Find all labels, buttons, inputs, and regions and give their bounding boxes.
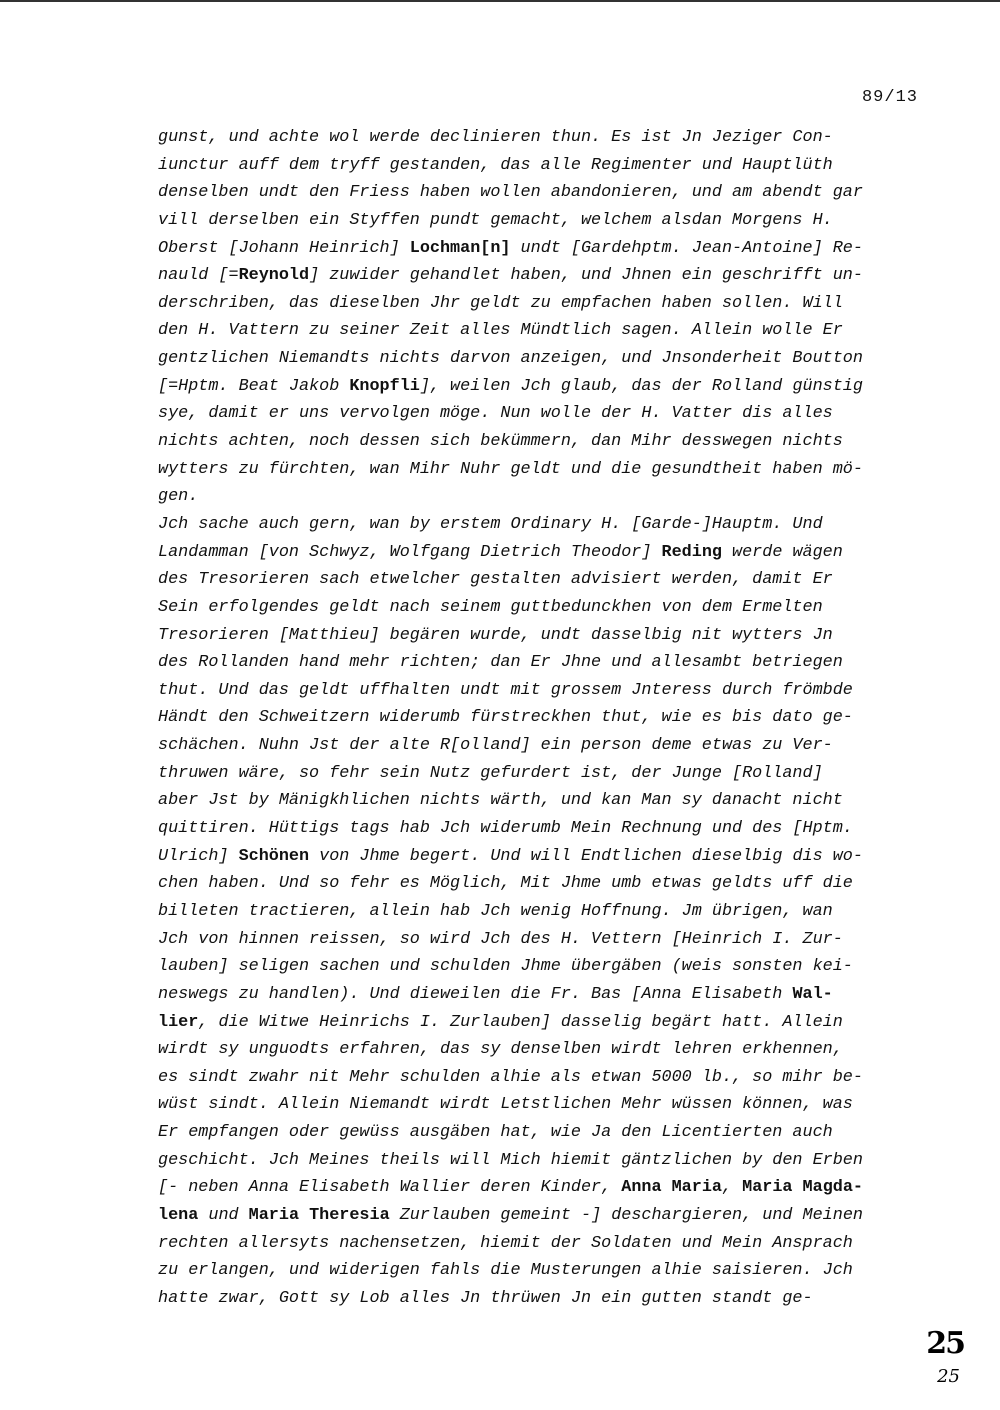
- text-segment: iunctur auff dem tryff gestanden, das alle Regimenter und Hauptlüth: [158, 155, 833, 175]
- text-segment: ] zuwider gehandlet haben, und Jhnen ein geschrifft un-: [309, 266, 863, 286]
- bold-name: Reding: [661, 542, 722, 562]
- text-segment: [- neben Anna Elisabeth Wallier deren Kinder,: [158, 1178, 622, 1198]
- text-line: [158, 870, 938, 898]
- text-line: [158, 1009, 938, 1037]
- text-line: [158, 1202, 938, 1230]
- handwritten-number: 25: [937, 1366, 960, 1387]
- bold-name: Wal-: [792, 984, 833, 1004]
- text-line: [158, 1230, 938, 1258]
- text-segment: hatte zwar, Gott sy Lob alles Jn thrüwen Jn ein gutten standt ge-: [158, 1288, 813, 1308]
- text-segment: Landamman [von Schwyz, Wolfgang Dietrich Theodor]: [158, 542, 662, 562]
- text-line: [158, 898, 938, 926]
- text-segment: Händt den Schweitzern widerumb fürstreckhen thut, wie es bis dato ge-: [158, 708, 853, 728]
- text-line: [158, 290, 938, 318]
- text-segment: des Tresorieren sach etwelcher gestalten advisiert werden, damit Er: [158, 570, 833, 590]
- text-line: [158, 953, 938, 981]
- text-line: [158, 483, 938, 511]
- text-segment: aber Jst by Mänigkhlichen nichts wärth, und kan Man sy danacht nicht: [158, 791, 843, 811]
- text-segment: Jch sache auch gern, wan by erstem Ordinary H. [Garde-]Hauptm. Und: [158, 514, 823, 534]
- text-segment: zu erlangen, und widerigen fahls die Musterungen alhie saisieren. Jch: [158, 1261, 853, 1281]
- text-segment: schächen. Nuhn Jst der alte R[olland] ein person deme etwas zu Ver-: [158, 736, 833, 756]
- text-segment: und: [198, 1205, 249, 1225]
- stamp-number: 25: [926, 1326, 964, 1361]
- bold-name: Maria Theresia: [248, 1205, 390, 1225]
- text-segment: Er empfangen oder gewüss ausgäben hat, wie Ja den Licentierten auch: [158, 1123, 833, 1143]
- text-line: [158, 704, 938, 732]
- bold-name: Anna Maria: [621, 1178, 722, 1198]
- text-segment: wirdt sy unguodts erfahren, das sy denselben wirdt lehren erkhennen,: [158, 1040, 843, 1060]
- text-line: [158, 345, 938, 373]
- text-segment: Oberst [Johann Heinrich]: [158, 238, 410, 258]
- text-segment: undt [Gardehptm. Jean-Antoine] Re-: [510, 238, 863, 258]
- text-line: [158, 843, 938, 871]
- text-segment: wytters zu fürchten, wan Mihr Nuhr geldt und die gesundtheit haben mö-: [158, 459, 863, 479]
- text-segment: den H. Vattern zu seiner Zeit alles Mündtlich sagen. Allein wolle Er: [158, 321, 843, 341]
- text-line: [158, 1147, 938, 1175]
- text-segment: lauben] seligen sachen und schulden Jhme übergäben (weis sonsten kei-: [158, 957, 853, 977]
- bold-name: Knopfli: [349, 376, 420, 396]
- text-line: [158, 566, 938, 594]
- text-segment: thruwen wäre, so fehr sein Nutz gefurdert ist, der Junge [Rolland]: [158, 763, 823, 783]
- text-segment: geschicht. Jch Meines theils will Mich hiemit gäntzlichen by den Erben: [158, 1150, 863, 1170]
- text-segment: werde wägen: [721, 542, 843, 562]
- text-segment: billeten tractieren, allein hab Jch wenig Hoffnung. Jm übrigen, wan: [158, 901, 833, 921]
- text-line: [158, 1064, 938, 1092]
- text-segment: , die Witwe Heinrichs I. Zurlauben] dasselig begärt hatt. Allein: [198, 1012, 843, 1032]
- text-line: [158, 539, 938, 567]
- text-line: [158, 1091, 938, 1119]
- text-segment: vill derselben ein Styffen pundt gemacht, welchem alsdan Morgens H.: [158, 210, 833, 230]
- bold-name: lier: [158, 1012, 199, 1032]
- text-segment: Tresorieren [Matthieu] begären wurde, undt dasselbig nit wytters Jn: [158, 625, 833, 645]
- text-segment: thut. Und das geldt uffhalten undt mit grossem Jnteress durch frömbde: [158, 680, 853, 700]
- text-segment: Ulrich]: [158, 846, 239, 866]
- text-line: [158, 152, 938, 180]
- text-segment: ], weilen Jch glaub, das der Rolland günstig: [419, 376, 863, 396]
- text-segment: sye, damit er uns vervolgen möge. Nun wolle der H. Vatter dis alles: [158, 404, 833, 424]
- text-segment: chen haben. Und so fehr es Möglich, Mit Jhme umb etwas geldts uff die: [158, 874, 853, 894]
- text-line: [158, 400, 938, 428]
- text-segment: Zurlauben gemeint -] deschargieren, und Meinen: [389, 1205, 863, 1225]
- text-segment: neswegs zu handlen). Und dieweilen die Fr. Bas [Anna Elisabeth: [158, 984, 793, 1004]
- text-line: [158, 1119, 938, 1147]
- text-line: [158, 649, 938, 677]
- text-segment: Jch von hinnen reissen, so wird Jch des H. Vettern [Heinrich I. Zur-: [158, 929, 843, 949]
- text-line: [158, 428, 938, 456]
- text-segment: gen.: [158, 487, 199, 507]
- text-line: [158, 235, 938, 263]
- page-number: 89/13: [861, 88, 918, 107]
- text-segment: nauld [=: [158, 266, 239, 286]
- text-line: [158, 732, 938, 760]
- text-line: [158, 1174, 938, 1202]
- text-segment: rechten allersyts nachensetzen, hiemit der Soldaten und Mein Ansprach: [158, 1233, 853, 1253]
- text-segment: [=Hptm. Beat Jakob: [158, 376, 350, 396]
- text-segment: wüst sindt. Allein Niemandt wirdt Letstlichen Mehr wüssen können, was: [158, 1095, 853, 1115]
- text-line: [158, 456, 938, 484]
- text-line: [158, 677, 938, 705]
- bold-name: Maria Magda-: [742, 1178, 863, 1198]
- text-line: [158, 787, 938, 815]
- text-line: [158, 1257, 938, 1285]
- text-line: [158, 124, 938, 152]
- text-line: [158, 317, 938, 345]
- letter-body: [158, 124, 938, 1313]
- bold-name: Schönen: [238, 846, 310, 866]
- bold-name: lena: [158, 1205, 199, 1225]
- text-line: [158, 511, 938, 539]
- page-top-edge: [0, 0, 1000, 2]
- text-segment: derschriben, das dieselben Jhr geldt zu empfachen haben sollen. Will: [158, 293, 843, 313]
- bold-name: Reynold: [238, 266, 310, 286]
- text-line: [158, 179, 938, 207]
- text-segment: von Jhme begert. Und will Endtlichen dieselbig dis wo-: [309, 846, 863, 866]
- text-segment: Sein erfolgendes geldt nach seinem guttbedunckhen von dem Ermelten: [158, 597, 823, 617]
- text-line: [158, 262, 938, 290]
- text-segment: denselben undt den Friess haben wollen abandonieren, und am abendt gar: [158, 183, 863, 203]
- text-line: [158, 926, 938, 954]
- text-segment: ,: [721, 1178, 743, 1198]
- text-line: [158, 207, 938, 235]
- text-line: [158, 622, 938, 650]
- bold-name: Lochman[n]: [409, 238, 511, 258]
- text-line: [158, 1285, 938, 1313]
- text-segment: gunst, und achte wol werde declinieren thun. Es ist Jn Jeziger Con-: [158, 128, 833, 147]
- text-line: [158, 594, 938, 622]
- text-line: [158, 760, 938, 788]
- text-segment: es sindt zwahr nit Mehr schulden alhie als etwan 5000 lb., so mihr be-: [158, 1067, 863, 1087]
- text-line: [158, 373, 938, 401]
- text-segment: quittiren. Hüttigs tags hab Jch widerumb Mein Rechnung und des [Hptm.: [158, 819, 853, 839]
- text-line: [158, 1036, 938, 1064]
- text-line: [158, 815, 938, 843]
- text-segment: des Rollanden hand mehr richten; dan Er Jhne und allesambt betriegen: [158, 653, 843, 673]
- text-line: [158, 981, 938, 1009]
- text-segment: nichts achten, noch dessen sich bekümmern, dan Mihr desswegen nichts: [158, 432, 843, 452]
- text-segment: gentzlichen Niemandts nichts darvon anzeigen, und Jnsonderheit Boutton: [158, 349, 863, 369]
